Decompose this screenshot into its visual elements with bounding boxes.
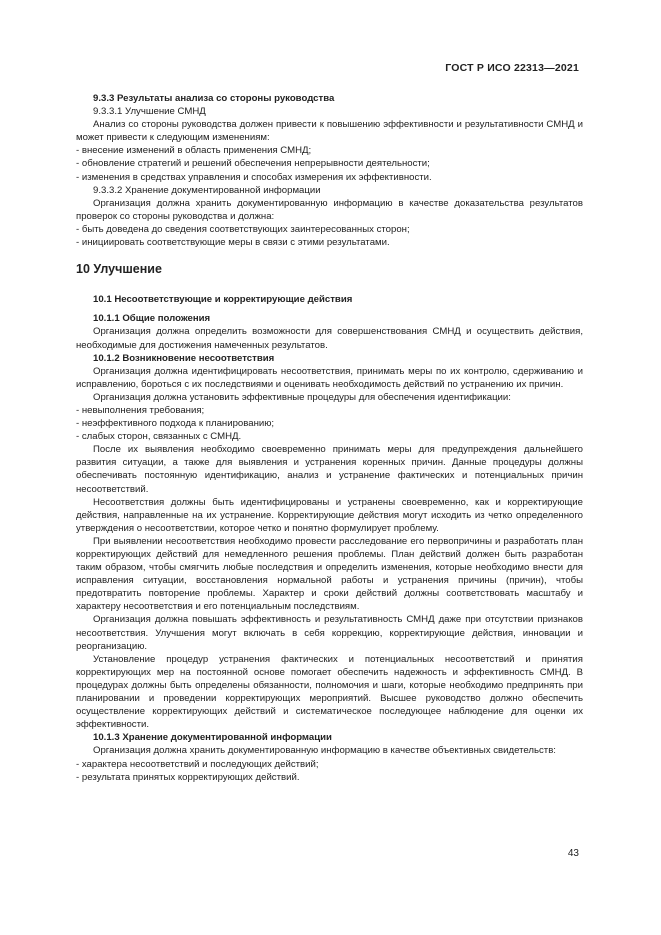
paragraph: Организация должна определить возможности для совершенствования СМНД и осуществить действия, необходимые для достижения намеченных результатов. [76,326,583,351]
list-item: - обновление стратегий и решений обеспечения непрерывности деятельности; [76,158,430,170]
subsection-heading: 10.1.1 Общие положения [93,313,211,325]
list-item: - инициировать соответствующие меры в связи с этими результатами. [76,237,390,249]
page-number: 43 [567,848,579,859]
list-item: - внесение изменений в область применения СМНД; [76,145,312,157]
list-item: - невыполнения требования; [76,404,205,416]
paragraph: Несоответствия должны быть идентифицированы и устранены своевременно, как и корректирующие действия, направленные на их устранение. Корректирующие действия могут исходить из четко определенного утверждения о несоответствии, которое четко и понятно формулирует проблему. [76,496,583,534]
subsection-heading: 10.1.2 Возникновение несоответствия [93,352,275,364]
paragraph: После их выявления необходимо своевременно принимать меры для предупреждения дальнейшего развития ситуации, а также для выявления и устранения коренных причин. Данные процедуры должны обеспечивать постоянную идентификацию, анализ и устранение фактических и потенциальных причин несоответствий. [76,444,583,495]
subsection-heading: 10.1 Несоответствующие и корректирующие действия [93,294,353,306]
list-item: - неэффективного подхода к планированию; [76,418,275,430]
subsection-heading: 9.3.3 Результаты анализа со стороны руководства [93,93,335,104]
paragraph: Установление процедур устранения фактических и потенциальных несоответствий и принятия корректирующих мер на постоянной основе помогает обеспечить надежность и эффективность СМНД. В процедурах должны быть определены обязанности, полномочия и шаги, которые необходимо предпринять при планировании и проведении корректирующих мероприятий. Высшее руководство должно обеспечить осуществление корректирующих действий и систематическое последующее наблюдение для оценки их эффективности. [76,653,583,731]
document-header-id: ГОСТ Р ИСО 22313—2021 [445,62,579,74]
clause-title: 9.3.3.2 Хранение документированной информации [93,184,321,196]
paragraph: Организация должна установить эффективные процедуры для обеспечения идентификации: [93,391,511,403]
list-item: - результата принятых корректирующих действий. [76,771,300,783]
paragraph: Организация должна повышать эффективность и результативность СМНД даже при отсутствии признаков несоответствия. Улучшения могут включать в себя коррекцию, корректирующие действия, инновации и реорганизацию. [76,614,583,652]
paragraph: Организация должна хранить документированную информацию в качестве доказательства результатов проверок со стороны руководства и должна: [76,197,583,222]
list-item: - изменения в средствах управления и способах измерения их эффективности. [76,171,432,183]
paragraph: При выявлении несоответствия необходимо провести расследование его первопричины и разработать план корректирующих действий для немедленного решения проблемы. План действий должен быть разработан таким образом, чтобы смягчить любые последствия и определить изменения, которые необходимо внести для исправления ситуации, восстановления нормальной работы и устранения причины (причин), чтобы предотвратить повторение проблемы. Характер и сроки действий должны соответствовать масштабу и характеру несоответствия и его потенциальным последствиям. [76,535,583,613]
document-body [76,92,583,784]
list-item: - слабых сторон, связанных с СМНД. [76,431,242,443]
list-item: - быть доведена до сведения соответствующих заинтересованных сторон; [76,223,410,235]
subsection-heading: 10.1.3 Хранение документированной информации [93,732,332,744]
paragraph: Анализ со стороны руководства должен привести к повышению эффективности и результативности СМНД и может привести к следующим изменениям: [76,119,583,144]
list-item: - характера несоответствий и последующих действий; [76,758,319,770]
clause-title: 9.3.3.1 Улучшение СМНД [93,106,206,118]
paragraph: Организация должна идентифицировать несоответствия, принимать меры по их контролю, сдерживанию и исправлению, бороться с их последствиями и оценивать необходимость действий по устранению их причин. [76,365,583,390]
section-heading: 10 Улучшение [76,262,162,277]
paragraph: Организация должна хранить документированную информацию в качестве объективных свидетельств: [93,745,556,757]
